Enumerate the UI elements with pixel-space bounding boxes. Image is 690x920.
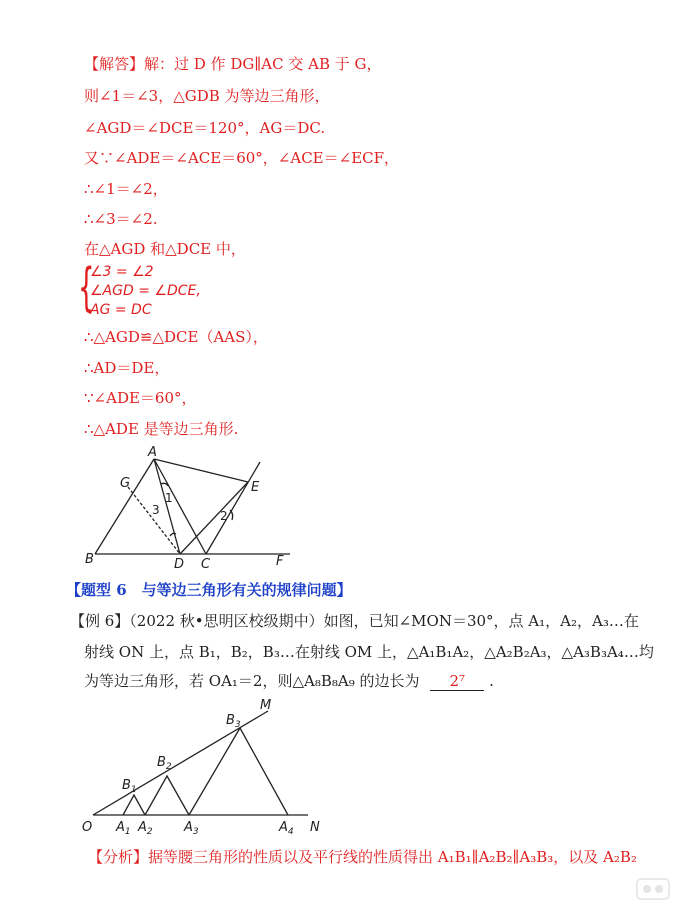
- brace-symbol: {: [78, 258, 95, 318]
- answer-value: 2⁷: [449, 672, 466, 690]
- answer-blank: [430, 672, 484, 691]
- fig2-label-A1: $A_1$: [116, 820, 131, 837]
- fig2-label-A2: $A_2$: [138, 820, 153, 837]
- analysis-tag: 【分析】: [88, 848, 149, 866]
- figure-equilateral-chain: [78, 695, 338, 840]
- example-text-3: 为等边三角形，若 OA₁＝2，则△A₈B₈A₉ 的边长为: [84, 672, 420, 690]
- fig2-label-A3: $A_3$: [184, 820, 199, 837]
- fig1-label-2: 2: [220, 509, 228, 523]
- example-line-2: 射线 ON 上，点 B₁，B₂，B₃…在射线 OM 上，△A₁B₁A₂，△A₂B₂A₃，△A₃B₃A₄…均: [84, 643, 654, 661]
- fig1-label-G: G: [120, 476, 131, 491]
- triangle-A1B1A2: [123, 795, 145, 815]
- angle-1-arc: [161, 483, 168, 486]
- fig1-label-E: E: [251, 480, 260, 495]
- line-CE-ray: [206, 462, 260, 554]
- fig1-label-C: C: [201, 557, 211, 572]
- fig2-label-B3: $B_3$: [226, 713, 241, 730]
- solution-line-8: ∴△AGD≌△DCE（AAS），: [84, 328, 268, 346]
- figure-triangle-diagram: [80, 444, 300, 574]
- fig1-label-1: 1: [165, 491, 173, 505]
- fig2-label-B1: $B_1$: [122, 778, 137, 795]
- line-AE: [154, 459, 248, 482]
- solution-line-6: ∴∠3＝∠2.: [84, 210, 158, 228]
- solution-line-3: ∠AGD＝∠DCE＝120°，AG＝DC.: [84, 119, 326, 137]
- fig1-label-A: A: [148, 445, 157, 460]
- fig2-label-A4: $A_4$: [279, 820, 294, 837]
- line-DE: [180, 482, 248, 554]
- solution-line-9: ∴AD＝DE，: [84, 359, 170, 377]
- solution-line-1: 【解答】解：过 D 作 DG∥AC 交 AB 于 G，: [84, 55, 382, 73]
- solution-line-2: 则∠1＝∠3，△GDB 为等边三角形，: [84, 87, 330, 105]
- analysis-line: [88, 846, 637, 867]
- example-line-1: [70, 610, 639, 631]
- solution-line-7: 在△AGD 和△DCE 中，: [84, 240, 246, 258]
- solution-line-5: ∴∠1＝∠2，: [84, 180, 168, 198]
- triangle-A3B3A4: [189, 728, 288, 815]
- system-line-2: ∠AGD = ∠DCE,: [90, 283, 201, 299]
- watermark-logo: [636, 878, 670, 900]
- solution-line-11: ∴△ADE 是等边三角形.: [84, 420, 239, 438]
- line-BA: [95, 459, 154, 554]
- example-line-3: [84, 670, 494, 691]
- fig2-label-O: O: [82, 820, 93, 835]
- example-suffix: .: [489, 672, 494, 690]
- analysis-text: 据等腰三角形的性质以及平行线的性质得出 A₁B₁∥A₂B₂∥A₃B₃，以及 A₂B₂: [148, 848, 637, 866]
- triangle-A2B2A3: [145, 776, 189, 815]
- fig1-label-F: F: [276, 554, 284, 569]
- fig2-label-B2: $B_2$: [157, 755, 172, 772]
- fig2-label-N: N: [310, 820, 320, 835]
- line-AC: [154, 459, 206, 554]
- fig1-label-B: B: [85, 552, 94, 567]
- fig2-label-M: M: [260, 698, 272, 713]
- solution-line-4: 又∵∠ADE＝∠ACE＝60°，∠ACE＝∠ECF，: [84, 149, 400, 167]
- fig1-label-D: D: [174, 557, 185, 572]
- example-text-1: 【例 6】（2022 秋•思明区校级期中）如图，已知∠MON＝30°，点 A₁，A₂，A₃…在: [70, 612, 639, 630]
- system-line-3: AG = DC: [90, 302, 152, 318]
- system-line-1: ∠3 = ∠2: [90, 264, 154, 280]
- fig1-label-3: 3: [152, 503, 160, 517]
- section-title: 【题型 6 与等边三角形有关的规律问题】: [66, 581, 352, 599]
- solution-line-10: ∵∠ADE＝60°，: [84, 389, 197, 407]
